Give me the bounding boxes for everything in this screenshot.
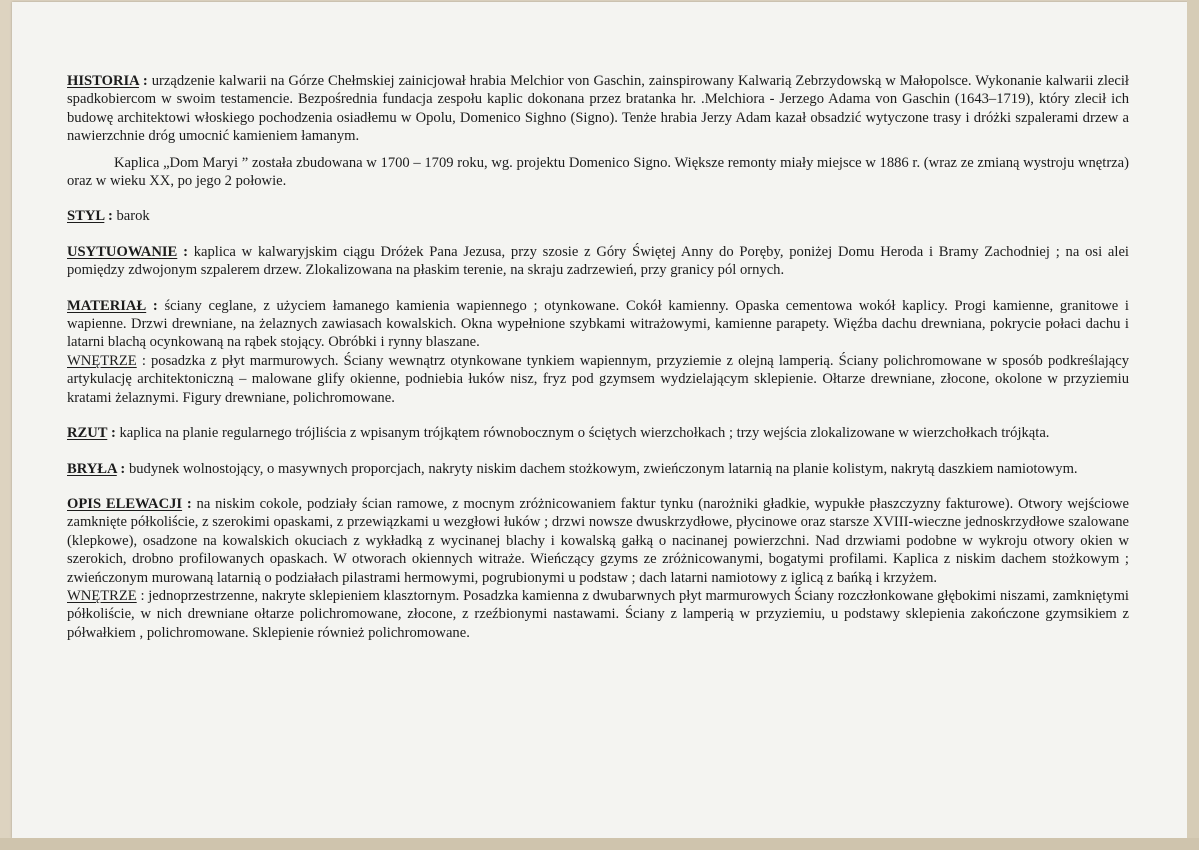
usytuowanie-heading: USYTUOWANIE (67, 243, 178, 260)
document-body (67, 72, 1129, 659)
rzut-text: kaplica na planie regularnego trójliścia z wpisanym trójkątem równobocznym o ściętych wierzchołkach ; trzy wejścia zlokalizowane w wierzchołkach trójkąta. (119, 425, 1050, 442)
usytuowanie-text: kaplica w kalwaryjskim ciągu Dróżek Pana Jezusa, przy szosie z Góry Świętej Anny do Poręby, poniżej Domu Heroda i Bramy Zachodniej ; na osi alei pomiędzy zdwojonym szpalerem drzew. Zlokalizowana na płaskim terenie, na skraju zadrzewień, przy granicy pól ornych. (67, 243, 1129, 279)
material-text: ściany ceglane, z użyciem łamanego kamienia wapiennego ; otynkowane. Cokół kamienny. Opaska cementowa wokół kaplicy. Progi kamienne, granitowe i wapienne. Drzwi drewniane, na żelaznych zawiasach kowalskich. Okna wypełnione szybkami witrażowymi, kamienne parapety. Więźba dachu drewniana, pokrycie połaci dachu i latarni blachą ocynkowaną na rąbek stojący. Obróbki i rynny blaszane. (67, 297, 1129, 351)
rzut-heading: RZUT (67, 425, 108, 442)
material-interior-paragraph (67, 352, 1129, 407)
section-rzut (67, 424, 1129, 442)
section-historia (67, 72, 1129, 190)
styl-text: barok (116, 208, 150, 225)
material-interior-heading: WNĘTRZE (67, 352, 137, 369)
section-bryla (67, 460, 1129, 478)
opis-interior-paragraph (67, 587, 1129, 642)
usytuowanie-separator: : (177, 243, 194, 260)
bryla-separator: : (116, 460, 129, 477)
scan-edge-bottom (0, 838, 1199, 850)
scan-edge-right (1187, 0, 1199, 850)
section-opis-elewacji (67, 495, 1129, 642)
usytuowanie-paragraph (67, 243, 1129, 280)
opis-interior-separator: : (136, 587, 149, 604)
historia-paragraph (67, 72, 1129, 146)
opis-paragraph (67, 495, 1129, 587)
material-interior-text: posadzka z płyt marmurowych. Ściany wewnątrz otynkowane tynkiem wapiennym, przyziemie z olejną lamperią. Ściany polichromowane w sposób podkreślający artykulację architektoniczną – malowane glify okienne, podniebia łuków nisz, fryz pod gzymsem wydzielającym sklepienie. Ołtarze drewniane, złocone, okolone w przyziemiu kratami żelaznymi. Figury drewniane, polichromowane. (67, 352, 1129, 406)
opis-interior-heading: WNĘTRZE (67, 587, 137, 604)
bryla-paragraph (67, 460, 1129, 478)
historia-paragraph-2: Kaplica „Dom Maryi ” została zbudowana w 1700 – 1709 roku, wg. projektu Domenico Signo. Większe remonty miały miejsce w 1886 r. (wraz ze zmianą wystroju wnętrza) oraz w wieku XX, po jego 2 połowie. (67, 154, 1129, 190)
material-paragraph (67, 297, 1129, 352)
material-heading: MATERIAŁ (67, 297, 147, 314)
styl-heading: STYL (67, 208, 105, 225)
styl-separator: : (104, 208, 117, 225)
bryla-heading: BRYŁA (67, 460, 117, 477)
historia-text: urządzenie kalwarii na Górze Chełmskiej zainicjował hrabia Melchior von Gaschin, zainspirowany Kalwarią Zebrzydowską w Małopolsce. Wykonanie kalwarii zlecił spadkobiercom w swoim testamencie. Bezpośrednia fundacja zespołu kaplic dokonana przez bratanka hr. .Melchiora - Jerzego Adama von Gaschin (1643–1719), który zlecił ich budowę architektowi włoskiego pochodzenia osiadłemu w Opolu, Domenico Sighno (Signo). Tenże hrabia Jerzy Adam kazał obsadzić wytyczone trasy i dróżki szpalerami drzew a nawierzchnie dróg umocnić kamieniem łamanym. (67, 73, 1129, 145)
historia-separator: : (138, 73, 152, 89)
paper-sheet (12, 2, 1188, 838)
section-material (67, 297, 1129, 407)
section-styl (67, 207, 1129, 225)
opis-interior-text: jednoprzestrzenne, nakryte sklepieniem klasztornym. Posadzka kamienna z dwubarwnych płyt marmurowych Ściany rozczłonkowane głębokimi niszami, zamkniętymi półkoliście, w nich drewniane ołtarze polichromowane, złocone, z rzeźbionymi nastawami. Ściany z lamperią w przyziemiu, u podstawy sklepienia zakończone gzymsikiem z półwałkiem , polichromowane. Sklepienie również polichromowane. (67, 587, 1129, 641)
material-interior-separator: : (136, 352, 151, 369)
styl-paragraph (67, 207, 1129, 225)
rzut-separator: : (107, 425, 120, 442)
opis-heading: OPIS ELEWACJI (67, 495, 183, 512)
historia-heading: HISTORIA (67, 73, 139, 89)
section-usytuowanie (67, 243, 1129, 280)
rzut-paragraph (67, 424, 1129, 442)
opis-text: na niskim cokole, podziały ścian ramowe, z mocnym zróżnicowaniem faktur tynku (narożniki gładkie, wypukłe płaszczyzny fakturowe). Otwory wejściowe zamknięte półkoliście, z szerokimi opaskami, z przewiązkami u wezgłowi łuków ; drzwi nowsze dwuskrzydłowe, płycinowe oraz starsze XVIII-wieczne jednoskrzydłowe szalowane (klepkowe), osadzone na kowalskich okuciach z wykładką z wycinanej blachy i kowalską gałką o nacinanej powierzchni. Nad drzwiami podobne w wykroju otwory okien w szerokich, drobno profilowanych opaskach. W otworach okiennych witraże. Wieńczący gzyms ze zróżnicowanymi, bogatymi profilami. Kaplica z niskim dachem stożkowym ; zwieńczonym murowaną latarnią o podziałach pilastrami hermowymi, pogrubionymi u podstaw ; dach latarni namiotowy z iglicą z bańką i krzyżem. (67, 495, 1129, 586)
bryla-text: budynek wolnostojący, o masywnych proporcjach, nakryty niskim dachem stożkowym, zwieńczonym latarnią na planie kolistym, nakrytą daszkiem namiotowym. (128, 460, 1078, 477)
opis-separator: : (182, 495, 197, 512)
material-separator: : (146, 297, 165, 314)
